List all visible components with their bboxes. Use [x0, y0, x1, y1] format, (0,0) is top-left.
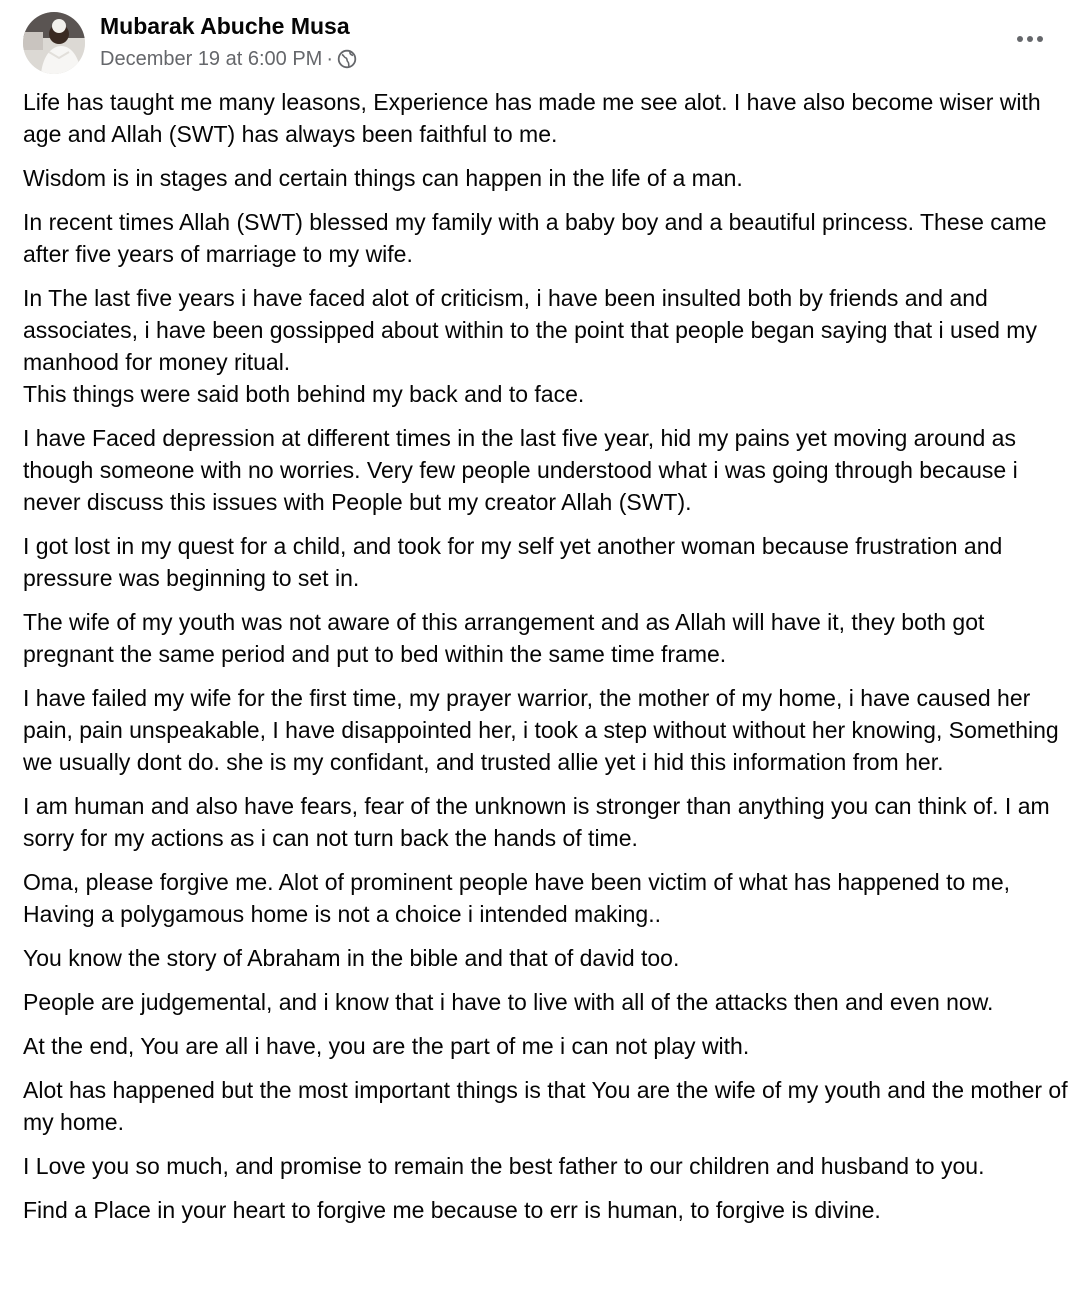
meta-separator: ·: [326, 47, 334, 70]
post-paragraph: Wisdom is in stages and certain things can happen in the life of a man.: [23, 165, 743, 191]
post-timestamp[interactable]: December 19 at 6:00 PM: [100, 47, 323, 70]
more-horizontal-icon: [1017, 36, 1043, 42]
post-paragraph: Oma, please forgive me. Alot of prominent people have been victim of what has happened to me, Having a polygamous home is not a choice i intended making..: [23, 869, 1011, 927]
post-header: [0, 0, 1088, 80]
post-paragraph: I am human and also have fears, fear of the unknown is stronger than anything you can think of. I am sorry for my actions as i can not turn back the hands of time.: [23, 793, 1050, 851]
author-name[interactable]: Mubarak Abuche Musa: [100, 13, 350, 39]
post-paragraph: The wife of my youth was not aware of this arrangement and as Allah will have it, they both got pregnant the same period and put to bed within the same time frame.: [23, 609, 985, 667]
post-paragraph: I have Faced depression at different times in the last five year, hid my pains yet moving around as though someone with no worries. Very few people understood what i was going through because i never discuss this issues with People but my creator Allah (SWT).: [23, 425, 1018, 515]
post-paragraph: Life has taught me many leasons, Experience has made me see alot. I have also become wiser with age and Allah (SWT) has always been faithful to me.: [23, 89, 1041, 147]
post-paragraph: I got lost in my quest for a child, and took for my self yet another woman because frustration and pressure was beginning to set in.: [23, 533, 1003, 591]
post-meta: [100, 46, 357, 72]
avatar[interactable]: [23, 12, 85, 74]
post-paragraph: In The last five years i have faced alot of criticism, i have been insulted both by friends and and associates, i have been gossipped about within to the point that people began saying that i used my manhood for money ritual. This things were said both behind my back and to face.: [23, 285, 1037, 407]
post-paragraph: People are judgemental, and i know that i have to live with all of the attacks then and even now.: [23, 989, 994, 1015]
avatar-image: [23, 12, 85, 74]
post-paragraph: Find a Place in your heart to forgive me because to err is human, to forgive is divine.: [23, 1197, 881, 1223]
post-paragraph: At the end, You are all i have, you are the part of me i can not play with.: [23, 1033, 750, 1059]
globe-icon[interactable]: [337, 49, 357, 69]
post-paragraph: I have failed my wife for the first time, my prayer warrior, the mother of my home, i have caused her pain, pain unspeakable, I have disappointed her, i took a step without without her knowing, Something we usually dont do. she is my confidant, and trusted allie yet i hid this information from her.: [23, 685, 1059, 775]
post-text: [23, 86, 1073, 1238]
post-paragraph: I Love you so much, and promise to remain the best father to our children and husband to you.: [23, 1153, 985, 1179]
more-options-button[interactable]: [1008, 24, 1052, 54]
post-paragraph: You know the story of Abraham in the bible and that of david too.: [23, 945, 680, 971]
post-paragraph: In recent times Allah (SWT) blessed my family with a baby boy and a beautiful princess. These came after five years of marriage to my wife.: [23, 209, 1047, 267]
post-paragraph: Alot has happened but the most important things is that You are the wife of my youth and the mother of my home.: [23, 1077, 1068, 1135]
